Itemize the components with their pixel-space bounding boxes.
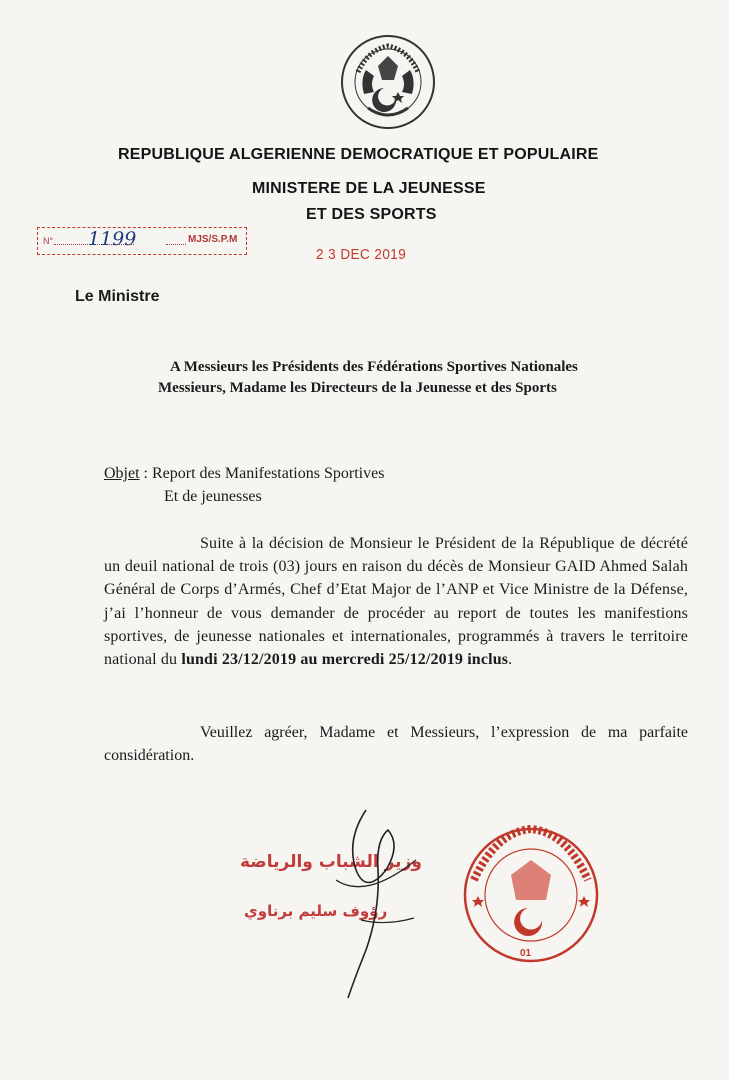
handwritten-signature [306, 800, 446, 1000]
signature-block [236, 800, 616, 1010]
sender-title: Le Ministre [75, 288, 160, 305]
seal-number: 01 [520, 948, 532, 959]
addressee-line: A Messieurs les Présidents des Fédérations Sportives Nationales [170, 359, 578, 375]
date-stamp: 2 3 DEC 2019 [316, 246, 407, 263]
reference-number: 1199 [88, 228, 137, 250]
subject-separator: : [139, 465, 152, 482]
signatory-title: وزير الشباب والرياضة [240, 852, 422, 872]
ministry-heading-line1: MINISTERE DE LA JEUNESSE [252, 180, 486, 197]
subject-line [104, 465, 384, 483]
signatory-name: رؤوف سليم برناوي [244, 902, 388, 920]
subject-text: Report des Manifestations Sportives [152, 465, 385, 482]
body-period: lundi 23/12/2019 au mercredi 25/12/2019 inclus [181, 651, 509, 669]
republic-heading: REPUBLIQUE ALGERIENNE DEMOCRATIQUE ET POPULAIRE [118, 146, 599, 163]
addressee-line: Messieurs, Madame les Directeurs de la Jeunesse et des Sports [158, 380, 557, 396]
closing-paragraph: Veuillez agréer, Madame et Messieurs, l’expression de ma parfaite considération. [104, 724, 688, 764]
body-end: . [508, 651, 513, 669]
reference-stamp [37, 227, 247, 255]
reference-dotted-line [166, 244, 186, 245]
national-emblem-icon [338, 32, 438, 132]
subject-label: Objet [104, 465, 140, 482]
reference-code: MJS/S.P.M [188, 234, 238, 245]
body-paragraph [104, 532, 688, 671]
subject-text-line2: Et de jeunesses [164, 488, 262, 505]
ministry-heading-line2: ET DES SPORTS [306, 206, 437, 223]
official-seal [456, 820, 606, 970]
body-text: Suite à la décision de Monsieur le Président de la République de décrété un deuil national de trois (03) jours en raison du décès de Monsieur GAID Ahmed Salah Général de Corps d’Armés, Chef d’Etat Major de l’ANP et Vice Ministre de la Défense, j’ai l’honneur de vous demander de procéder au report de toutes les manifestions sportives, de jeunesse nationales et internationales, programmés à travers le territoire national du [104, 535, 688, 669]
reference-prefix: N° [43, 236, 54, 246]
